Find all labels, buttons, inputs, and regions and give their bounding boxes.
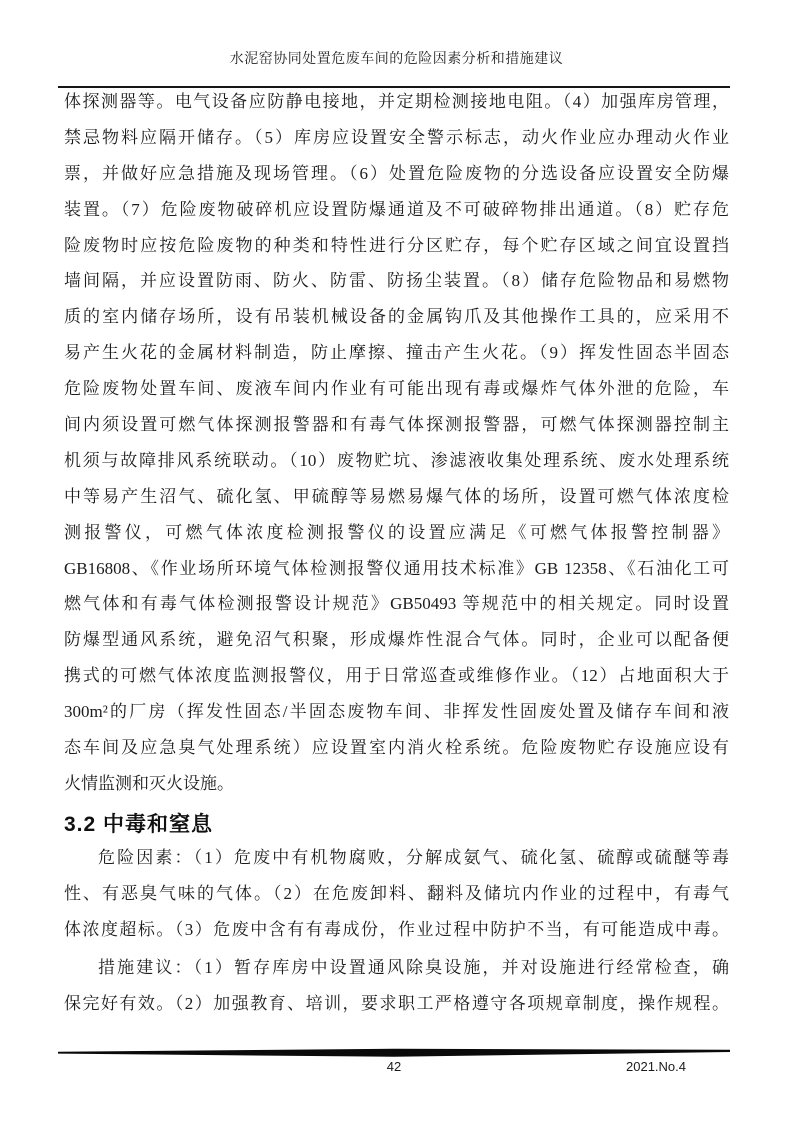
- body-line: 燃气体和有毒气体检测报警设计规范》GB50493 等规范中的相关规定。同时设置: [64, 594, 729, 614]
- running-header-title: 水泥窑协同处置危废车间的危险因素分析和措施建议: [229, 52, 564, 67]
- body-line: 保完好有效。（2）加强教育、培训，要求职工严格遵守各项规章制度，操作规程。: [64, 994, 729, 1014]
- body-line: 防爆型通风系统，避免沼气积聚，形成爆炸性混合气体。同时，企业可以配备便: [64, 630, 729, 650]
- footer-rule: [58, 1048, 730, 1058]
- section-heading-3-2: 3.2 中毒和窒息: [64, 812, 214, 836]
- paragraph-1: [64, 84, 729, 802]
- body-line: 质的室内储存场所，设有吊装机械设备的金属钩爪及其他操作工具的，应采用不: [64, 307, 729, 327]
- body-line: GB16808、《作业场所环境气体检测报警仪通用技术标准》GB 12358、《石油化工可: [64, 558, 729, 578]
- body-line: 性、有恶臭气味的气体。（2）在危废卸料、翻料及储坑内作业的过程中，有毒气: [64, 883, 729, 903]
- body-line: 墙间隔，并应设置防雨、防火、防雷、防扬尘装置。（8）储存危险物品和易燃物: [64, 271, 729, 291]
- footer: [58, 1058, 730, 1076]
- body-line: 装置。（7）危险废物破碎机应设置防爆通道及不可破碎物排出通道。（8）贮存危: [64, 199, 729, 219]
- body-line: 测报警仪，可燃气体浓度检测报警仪的设置应满足《可燃气体报警控制器》: [64, 522, 729, 542]
- issue-number: 2021.No.4: [626, 1059, 686, 1074]
- body-line: 禁忌物料应隔开储存。（5）库房应设置安全警示标志，动火作业应办理动火作业: [64, 127, 729, 147]
- body-line: 危险废物处置车间、废液车间内作业有可能出现有毒或爆炸气体外泄的危险，车: [64, 379, 729, 399]
- body-line: 体浓度超标。（3）危废中含有有毒成份，作业过程中防护不当，有可能造成中毒。: [64, 919, 729, 939]
- paragraph-3: [64, 950, 729, 1022]
- body-line: 体探测器等。电气设备应防静电接地，并定期检测接地电阻。（4）加强库房管理，: [64, 92, 729, 111]
- body-line: 票，并做好应急措施及现场管理。（6）处置危险废物的分选设备应设置安全防爆: [64, 163, 729, 183]
- page-number: 42: [386, 1059, 402, 1074]
- body-line: 携式的可燃气体浓度监测报警仪，用于日常巡查或维修作业。（12）占地面积大于: [64, 666, 729, 686]
- body-line: 险废物时应按危险废物的种类和特性进行分区贮存，每个贮存区域之间宜设置挡: [64, 235, 729, 255]
- body-line: 火情监测和灭火设施。: [64, 773, 234, 793]
- body-line: 间内须设置可燃气体探测报警器和有毒气体探测报警器，可燃气体探测器控制主: [64, 415, 729, 435]
- body-line: 态车间及应急臭气处理系统）应设置室内消火栓系统。危险废物贮存设施应设有: [64, 738, 729, 758]
- body-line: 机须与故障排风系统联动。（10）废物贮坑、渗滤液收集处理系统、废水处理系统: [64, 450, 729, 470]
- body-text-block: [64, 84, 729, 1022]
- body-line: 中等易产生沼气、硫化氢、甲硫醇等易燃易爆气体的场所，设置可燃气体浓度检: [64, 486, 729, 506]
- body-line: 措施建议：（1）暂存库房中设置通风除臭设施，并对设施进行经常检查，确: [98, 958, 729, 978]
- body-line: 300m²的厂房（挥发性固态/半固态废物车间、非挥发性固废处置及储存车间和液: [64, 702, 729, 722]
- body-line: 易产生火花的金属材料制造，防止摩擦、撞击产生火花。（9）挥发性固态半固态: [64, 343, 729, 363]
- paragraph-2: [64, 840, 729, 948]
- body-line: 危险因素：（1）危废中有机物腐败，分解成氨气、硫化氢、硫醇或硫醚等毒: [98, 847, 729, 867]
